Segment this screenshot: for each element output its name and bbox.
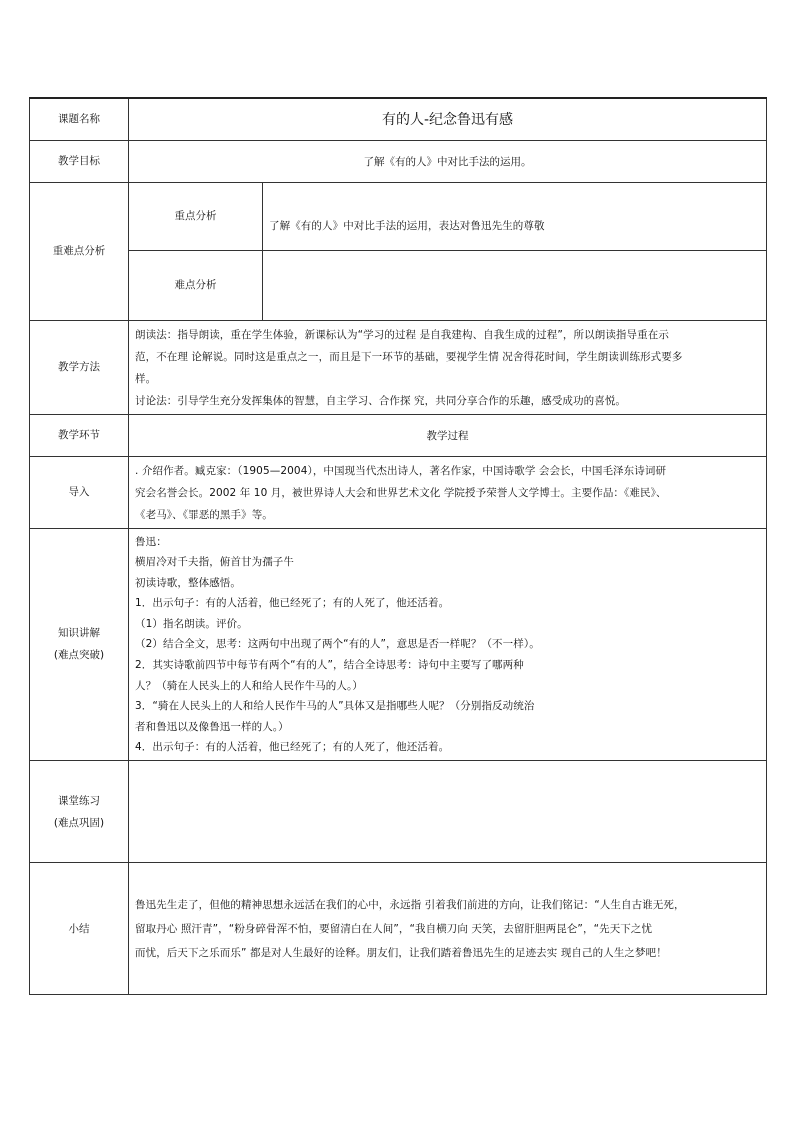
intro-line: 究会名誉会长。2002 年 10 月，被世界诗人大会和世界艺术文化 学院授予荣誉人文学博士。主要作品：《难民》、 xyxy=(135,486,667,499)
course-name-label: 课题名称 xyxy=(30,98,129,140)
knowledge-line: 鲁迅： xyxy=(135,535,167,548)
knowledge-line: （2）结合全文，思考：这两句中出现了两个“有的人”，意思是否一样呢？（不一样）。 xyxy=(135,638,540,651)
knowledge-line: 横眉冷对千夫指，俯首甘为孺子牛 xyxy=(135,556,294,569)
objective-value: 了解《有的人》中对比手法的运用。 xyxy=(129,140,767,182)
summary-label: 小结 xyxy=(30,863,129,995)
method-content xyxy=(129,320,767,414)
knowledge-sublabel: (难点突破) xyxy=(53,649,105,662)
stage-label: 教学环节 xyxy=(30,414,129,456)
practice-label: 课堂练习 xyxy=(58,794,100,807)
knowledge-line: 4．出示句子：有的人活着，他已经死了；有的人死了，他还活着。 xyxy=(135,741,450,754)
practice-label-cell xyxy=(30,761,129,863)
row-difficult-point xyxy=(30,250,767,320)
key-point-label: 重点分析 xyxy=(129,182,263,250)
intro-label: 导入 xyxy=(30,456,129,528)
knowledge-line: 人？（骑在人民头上的人和给人民作牛马的人。） xyxy=(135,679,363,692)
key-difficult-label: 重难点分析 xyxy=(30,182,129,320)
row-method xyxy=(30,320,767,414)
objective-label: 教学目标 xyxy=(30,140,129,182)
method-line: 范，不在理 论解说。同时这是重点之一，而且是下一环节的基础，要视学生情 况舍得花时间，学生朗读训练形式要多 xyxy=(135,350,683,363)
difficult-point-label: 难点分析 xyxy=(129,250,263,320)
summary-line: 而忧，后天下之乐而乐” 都是对人生最好的诠释。朋友们，让我们踏着鲁迅先生的足迹去实 现自己的人生之梦吧！ xyxy=(135,947,667,960)
summary-line: 留取丹心 照汗青”，“粉身碎骨浑不怕，要留清白在人间”，“我自横刀向 天笑，去留肝胆两昆仑”，“先天下之忧 xyxy=(135,923,653,936)
method-label: 教学方法 xyxy=(30,320,129,414)
intro-line: 《老马》、《罪恶的黑手》等。 xyxy=(135,508,273,521)
summary-line: 鲁迅先生走了，但他的精神思想永远活在我们的心中，永远指 引着我们前进的方向，让我们铭记：“人生自古谁无死， xyxy=(135,899,685,912)
practice-content xyxy=(129,761,767,863)
lesson-plan-table xyxy=(29,97,767,995)
knowledge-content xyxy=(129,528,767,761)
knowledge-line: 初读诗歌，整体感悟。 xyxy=(135,576,241,589)
knowledge-line: 者和鲁迅以及像鲁迅一样的人。） xyxy=(135,720,289,733)
summary-content xyxy=(129,863,767,995)
knowledge-line: 3．“骑在人民头上的人和给人民作牛马的人”具体又是指哪些人呢？（分别指反动统治 xyxy=(135,700,535,713)
difficult-point-value xyxy=(263,250,767,320)
intro-content xyxy=(129,456,767,528)
method-line: 讨论法：引导学生充分发挥集体的智慧，自主学习、合作探 究，共同分享合作的乐趣，感受成功的喜悦。 xyxy=(135,394,627,407)
knowledge-line: 2．其实诗歌前四节中每节有两个“有的人”，结合全诗思考：诗句中主要写了哪两种 xyxy=(135,659,524,672)
row-objective xyxy=(30,140,767,182)
intro-line: . 介绍作者。臧克家：（1905—2004），中国现当代杰出诗人，著名作家，中国诗歌学 会会长，中国毛泽东诗词研 xyxy=(135,464,667,477)
row-knowledge xyxy=(30,528,767,761)
row-key-point xyxy=(30,182,767,250)
method-line: 样。 xyxy=(135,372,157,385)
knowledge-label: 知识讲解 xyxy=(58,627,100,640)
knowledge-line: （1）指名朗读。评价。 xyxy=(135,617,248,630)
method-line: 朗读法：指导朗读，重在学生体验，新课标认为“学习的过程 是自我建构、自我生成的过程”，所以朗读指导重在示 xyxy=(135,328,669,341)
practice-sublabel: (难点巩固) xyxy=(53,816,105,829)
row-intro xyxy=(30,456,767,528)
row-stage-header xyxy=(30,414,767,456)
knowledge-line: 1．出示句子：有的人活着，他已经死了；有的人死了，他还活着。 xyxy=(135,597,450,610)
knowledge-label-cell xyxy=(30,528,129,761)
process-label: 教学过程 xyxy=(129,414,767,456)
course-name-value: 有的人-纪念鲁迅有感 xyxy=(129,98,767,140)
key-point-text: 了解《有的人》中对比手法的运用，表达对鲁迅先生的尊敬 xyxy=(269,219,545,232)
row-summary xyxy=(30,863,767,995)
row-practice xyxy=(30,761,767,863)
row-course-name xyxy=(30,98,767,140)
key-point-value xyxy=(263,182,767,250)
